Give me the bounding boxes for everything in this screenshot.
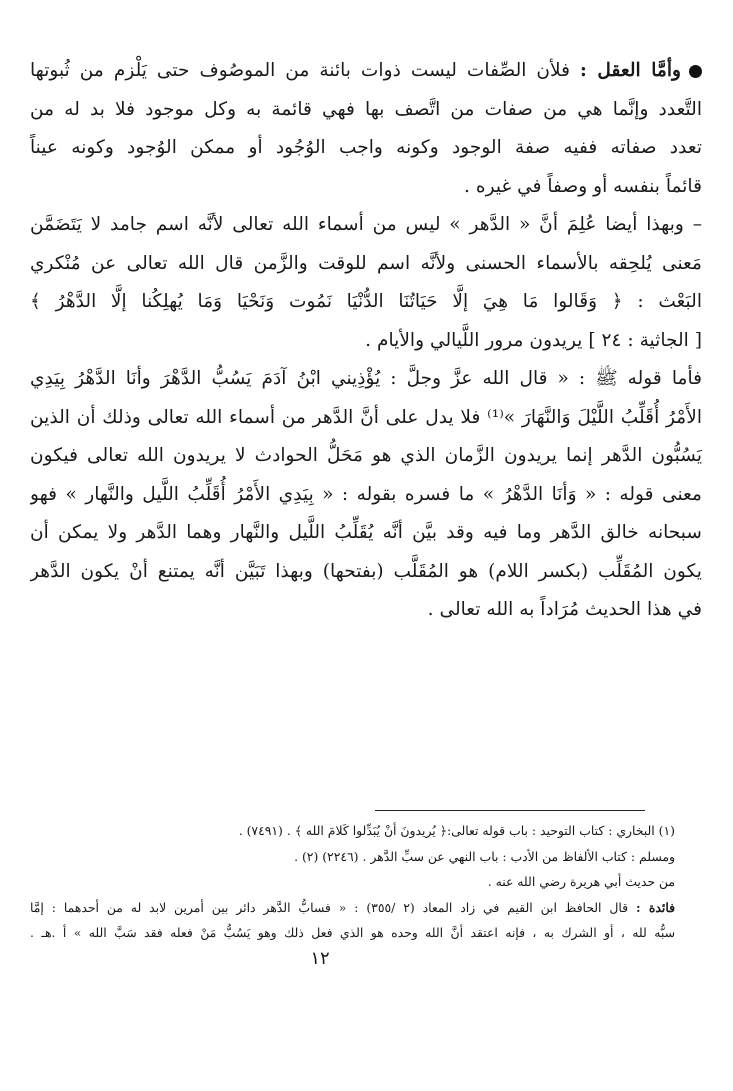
benefit-lead: فائدة : [636, 899, 675, 915]
text-line: البَعْث : ﴿ وَقَالوا مَا هِيَ إلَّا حَيَاتُنَا الدُّنْيَا نَمُوت وَنَحْيَا وَمَا يُهلِكُنا إلَّا الدَّهْرُ ﴾ [30, 291, 702, 312]
text-line: تعدد صفاته ففيه صفة الوجود وكونه واجب الوُجُود أو ممكن الوُجود وكونه عيناً [30, 137, 702, 158]
text-line: [ الجاثية : ٢٤ ] يريدون مرور اللَّيالي والأيام . [365, 329, 702, 351]
text-line: الأَمْرُ أُقَلِّبُ اللَّيْلَ وَالنَّهَارَ »⁽¹⁾ فلا يدل على أنَّ الدَّهر من أسماء الله تعالى وذلك أن الذين [30, 406, 702, 428]
text-line: وأمَّا العقل : فلأن الصِّفات ليست ذوات بائنة من الموصُوف حتى يَلْزم من ثُبوتها [30, 52, 702, 91]
paragraph-dahr-not-name [30, 206, 702, 360]
text-line: قائماً بنفسه أو وصفاً في غيره . [464, 175, 702, 197]
text-line: في هذا الحديث مُرَاداً به الله تعالى . [427, 599, 702, 620]
text-line: سبحانه خالق الدَّهر وما فيه وقد بيَّن أنَّه يُقَلِّبُ اللَّيل والنَّهار وهما الدَّهر ولا يمكن أن [30, 522, 702, 543]
text-line: يكون المُقَلِّب (بكسر اللام) هو المُقَلَّب (بفتحها) وبهذا تَبَيَّن أنَّه يمتنع أنْ يكون الدَّهر [30, 560, 702, 582]
text-line: يَسُبُّون الدَّهر إنما يريدون الزَّمان الذي هو مَحَلُّ الحوادث لا يريدون الله تعالى فيكون [30, 445, 702, 466]
section-lead: وأمَّا العقل : [580, 60, 681, 81]
footnote-divider [375, 810, 645, 811]
text-line: التَّعدد وإنَّما هي من صفات من اتَّصف بها فهي قائمة به وكل موجود فلا بد له من [30, 98, 702, 120]
paragraph-hadith-explanation [30, 360, 702, 630]
footnote-benefit-line: فائدة : قال الحافظ ابن القيم في زاد المعاد (٢ /٣٥٥) : « فسابُّ الدَّهر دائر بين أمرين لابد له من أحدهما : إمَّا [30, 899, 675, 915]
text-line: معنى قوله : « وَأنَا الدَّهْرُ » ما فسره بقوله : « بِيَدِي الأَمْرُ أُقَلِّبُ اللَّيل والنَّهار » فهو [30, 483, 702, 505]
footnote-line: (١) البخاري : كتاب التوحيد : باب قوله تعالى:﴿ يُريدونَ أنْ يُبَدِّلوا كَلامَ الله ﴾ . (٧٤٩١) . [238, 823, 675, 838]
text-line: فأما قوله ﷺ : « قال الله عزَّ وجلَّ : يُؤْذِيني ابْنُ آدَمَ يَسُبُّ الدَّهْرَ وأنَا الدَّهْرُ بِيَدِي [30, 368, 702, 389]
bullet-icon [689, 65, 702, 78]
footnote-line: من حديث أبي هريرة رضي الله عنه . [487, 874, 675, 889]
text-line: مَعنى يُلحِقه بالأسماء الحسنى ولأنَّه اسم للوقت والزَّمن قال الله تعالى عن مُنْكري [30, 252, 702, 274]
footnotes [30, 818, 675, 946]
page-number: ١٢ [310, 948, 330, 969]
paragraph-reason-of-mind [30, 52, 702, 206]
footnote-benefit-line: سبُّه لله ، أو الشرك به ، فإنه اعتقد أنَّ الله وحده هو الذي فعل ذلك وهو يَسُبُّ مَنْ فعله فقد سَبَّ الله » أ .هـ . [30, 925, 675, 940]
footnote-line: ومسلم : كتاب الألفاظ من الأدب : باب النهي عن سبِّ الدَّهر . (٢٢٤٦) (٢) . [294, 848, 675, 864]
text-line: – وبهذا أيضا عُلِمَ أنَّ « الدَّهر » ليس من أسماء الله تعالى لأنَّه اسم جامد لا يَتَضَمَّن [30, 214, 702, 235]
